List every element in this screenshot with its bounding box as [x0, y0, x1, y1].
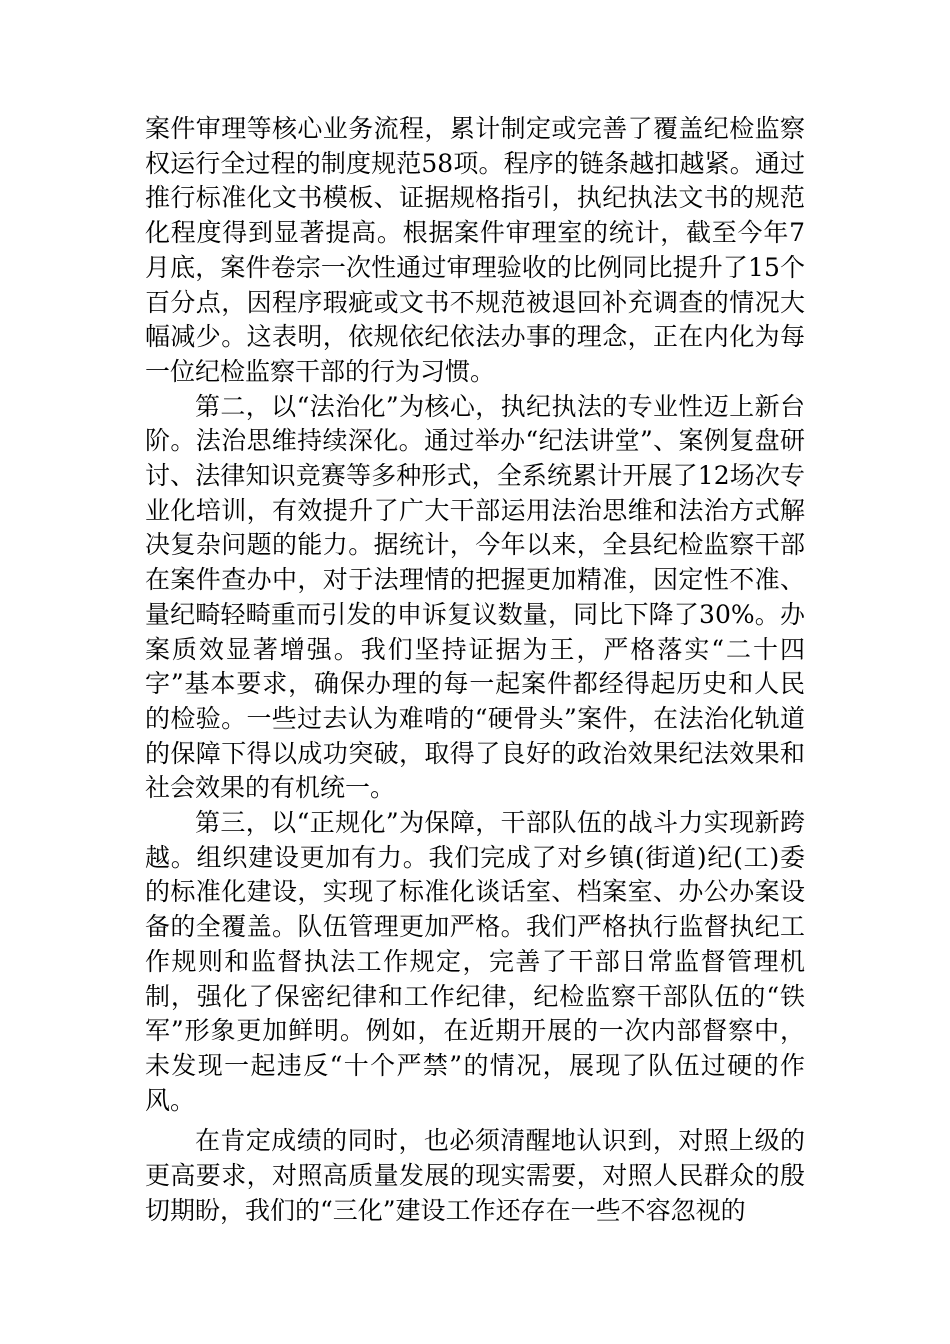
document-body [145, 112, 805, 1229]
paragraph-continuation: 案件审理等核心业务流程，累计制定或完善了覆盖纪检监察权运行全过程的制度规范58项。程序的链条越扣越紧。通过推行标准化文书模板、证据规格指引，执纪执法文书的规范化程度得到显著提高。根据案件审理室的统计，截至今年7月底，案件卷宗一次性通过审理验收的比例同比提升了15个百分点，因程序瑕疵或文书不规范被退回补充调查的情况大幅减少。这表明，依规依纪依法办事的理念，正在内化为每一位纪检监察干部的行为习惯。 [145, 114, 805, 386]
paragraph-shortcomings: 在肯定成绩的同时，也必须清醒地认识到，对照上级的更高要求，对照高质量发展的现实需要，对照人民群众的殷切期盼，我们的“三化”建设工作还存在一些不容忽视的 [145, 1126, 805, 1225]
paragraph-third-point: 第三，以“正规化”为保障，干部队伍的战斗力实现新跨越。组织建设更加有力。我们完成了对乡镇(街道)纪(工)委的标准化建设，实现了标准化谈话室、档案室、办公办案设备的全覆盖。队伍管理更加严格。我们严格执行监督执纪工作规则和监督执法工作规定，完善了干部日常监督管理机制，强化了保密纪律和工作纪律，纪检监察干部队伍的“铁军”形象更加鲜明。例如，在近期开展的一次内部督察中，未发现一起违反“十个严禁”的情况，展现了队伍过硬的作风。 [145, 808, 805, 1115]
paragraph-second-point: 第二，以“法治化”为核心，执纪执法的专业性迈上新台阶。法治思维持续深化。通过举办“纪法讲堂”、案例复盘研讨、法律知识竞赛等多种形式，全系统累计开展了12场次专业化培训，有效提升了广大干部运用法治思维和法治方式解决复杂问题的能力。据统计，今年以来，全县纪检监察干部在案件查办中，对于法理情的把握更加精准，因定性不准、量纪畸轻畸重而引发的申诉复议数量，同比下降了30%。办案质效显著增强。我们坚持证据为王，严格落实“二十四字”基本要求，确保办理的每一起案件都经得起历史和人民的检验。一些过去认为难啃的“硬骨头”案件，在法治化轨道的保障下得以成功突破，取得了良好的政治效果纪法效果和社会效果的有机统一。 [145, 391, 805, 803]
